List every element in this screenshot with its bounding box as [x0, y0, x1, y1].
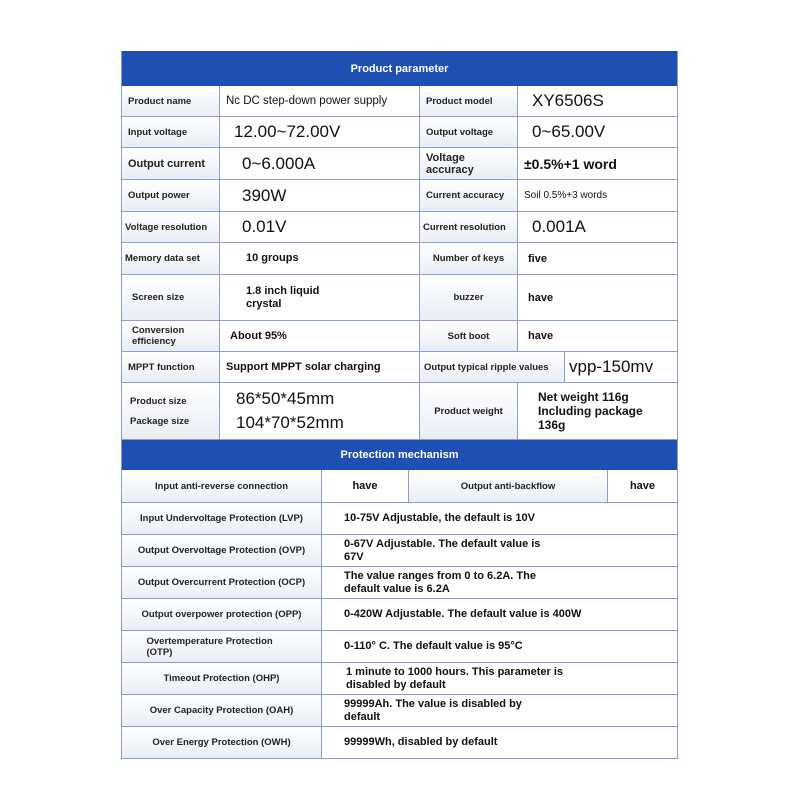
protection-row — [121, 727, 678, 759]
protection-value — [321, 599, 678, 630]
package-size-label: Package size — [130, 415, 190, 427]
param-label: Output current — [121, 148, 219, 179]
protection-mechanism-title: Protection mechanism — [340, 449, 459, 461]
protection-row — [121, 567, 678, 599]
protection-row — [121, 663, 678, 695]
protection-row — [121, 599, 678, 631]
param-value: 0.001A — [517, 212, 678, 242]
protection-label: Over Capacity Protection (OAH) — [121, 695, 321, 726]
param-row — [121, 275, 678, 321]
param-row — [121, 117, 678, 148]
param-label-size — [121, 383, 219, 439]
protection-label: Input Undervoltage Protection (LVP) — [121, 503, 321, 534]
protection-value-text: 1 minute to 1000 hours. This parameter is disabled by default — [346, 665, 564, 691]
param-label: Product weight — [419, 383, 517, 439]
protection-label: Timeout Protection (OHP) — [121, 663, 321, 694]
protection-label: Output anti-backflow — [408, 470, 607, 502]
protection-value — [321, 535, 678, 566]
protection-value — [321, 663, 678, 694]
param-label: Soft boot — [419, 321, 517, 351]
param-label — [121, 321, 219, 351]
param-value: 0.01V — [219, 212, 419, 242]
param-label: Output voltage — [419, 117, 517, 147]
param-label: Current resolution — [419, 212, 517, 242]
param-row — [121, 321, 678, 352]
param-label: Screen size — [121, 275, 219, 320]
protection-row — [121, 631, 678, 663]
param-label: MPPT function — [121, 352, 219, 382]
spec-sheet — [121, 51, 678, 759]
param-value: five — [517, 243, 678, 274]
product-parameter-header — [121, 51, 678, 86]
param-row — [121, 243, 678, 275]
protection-label-text: Overtemperature Protection (OTP) — [146, 635, 273, 658]
param-label: Product name — [121, 86, 219, 116]
protection-label: Over Energy Protection (OWH) — [121, 727, 321, 758]
package-size-value: 104*70*52mm — [236, 413, 344, 432]
gross-weight-value: Including package 136g — [538, 404, 643, 432]
protection-value — [321, 567, 678, 598]
param-value: vpp-150mv — [564, 352, 678, 382]
protection-value-text: The value ranges from 0 to 6.2A. The default value is 6.2A — [344, 569, 536, 595]
protection-row — [121, 470, 678, 503]
product-parameter-title: Product parameter — [350, 62, 449, 75]
param-value — [219, 275, 419, 320]
param-label: Voltage resolution — [121, 212, 219, 242]
protection-value-text: 99999Ah. The value is disabled by default — [344, 697, 522, 723]
param-label: Product model — [419, 86, 517, 116]
param-value: have — [517, 321, 678, 351]
param-label: Memory data set — [121, 243, 219, 274]
param-label: Output typical ripple values — [419, 352, 564, 382]
protection-label — [121, 631, 321, 662]
param-value: Soil 0.5%+3 words — [517, 180, 678, 211]
protection-value-text: 0-67V Adjustable. The default value is 67V — [344, 537, 541, 563]
param-label: Current accuracy — [419, 180, 517, 211]
protection-row — [121, 503, 678, 535]
param-value: About 95% — [219, 321, 419, 351]
protection-value: have — [607, 470, 678, 502]
protection-mechanism-header — [121, 440, 678, 470]
protection-value: have — [321, 470, 408, 502]
param-value: 390W — [219, 180, 419, 211]
param-label: buzzer — [419, 275, 517, 320]
param-value: 0~6.000A — [219, 148, 419, 179]
protection-label: Output Overcurrent Protection (OCP) — [121, 567, 321, 598]
protection-label: Output overpower protection (OPP) — [121, 599, 321, 630]
param-value-weight — [517, 383, 678, 439]
param-row — [121, 352, 678, 383]
param-row — [121, 148, 678, 180]
param-value: XY6506S — [517, 86, 678, 116]
param-row-size — [121, 383, 678, 440]
param-value: 0~65.00V — [517, 117, 678, 147]
param-row — [121, 180, 678, 212]
param-value-size — [219, 383, 419, 439]
param-label-text: Conversion efficiency — [132, 325, 185, 347]
param-value-text: 1.8 inch liquid crystal — [246, 284, 320, 310]
param-label: Voltage accuracy — [419, 148, 517, 179]
protection-value — [321, 695, 678, 726]
protection-row — [121, 695, 678, 727]
param-label: Input voltage — [121, 117, 219, 147]
param-value: Nc DC step-down power supply — [219, 86, 419, 116]
protection-value: 99999Wh, disabled by default — [321, 727, 678, 758]
param-value — [219, 243, 419, 274]
protection-label: Input anti-reverse connection — [121, 470, 321, 502]
protection-value: 10-75V Adjustable, the default is 10V — [321, 503, 678, 534]
product-size-label: Product size — [130, 395, 187, 407]
param-value: have — [517, 275, 678, 320]
param-value-text: 10 groups — [246, 252, 299, 264]
param-value: Support MPPT solar charging — [219, 352, 419, 382]
product-size-value: 86*50*45mm — [236, 389, 335, 408]
protection-value-text: 0-420W Adjustable. The default value is 400W — [344, 608, 582, 620]
param-label: Number of keys — [419, 243, 517, 274]
protection-row — [121, 535, 678, 567]
param-label: Output power — [121, 180, 219, 211]
param-value: 12.00~72.00V — [219, 117, 419, 147]
param-row — [121, 86, 678, 117]
protection-label: Output Overvoltage Protection (OVP) — [121, 535, 321, 566]
param-value: ±0.5%+1 word — [517, 148, 678, 179]
param-row — [121, 212, 678, 243]
protection-value: 0-110° C. The default value is 95°C — [321, 631, 678, 662]
net-weight-value: Net weight 116g — [538, 390, 629, 404]
